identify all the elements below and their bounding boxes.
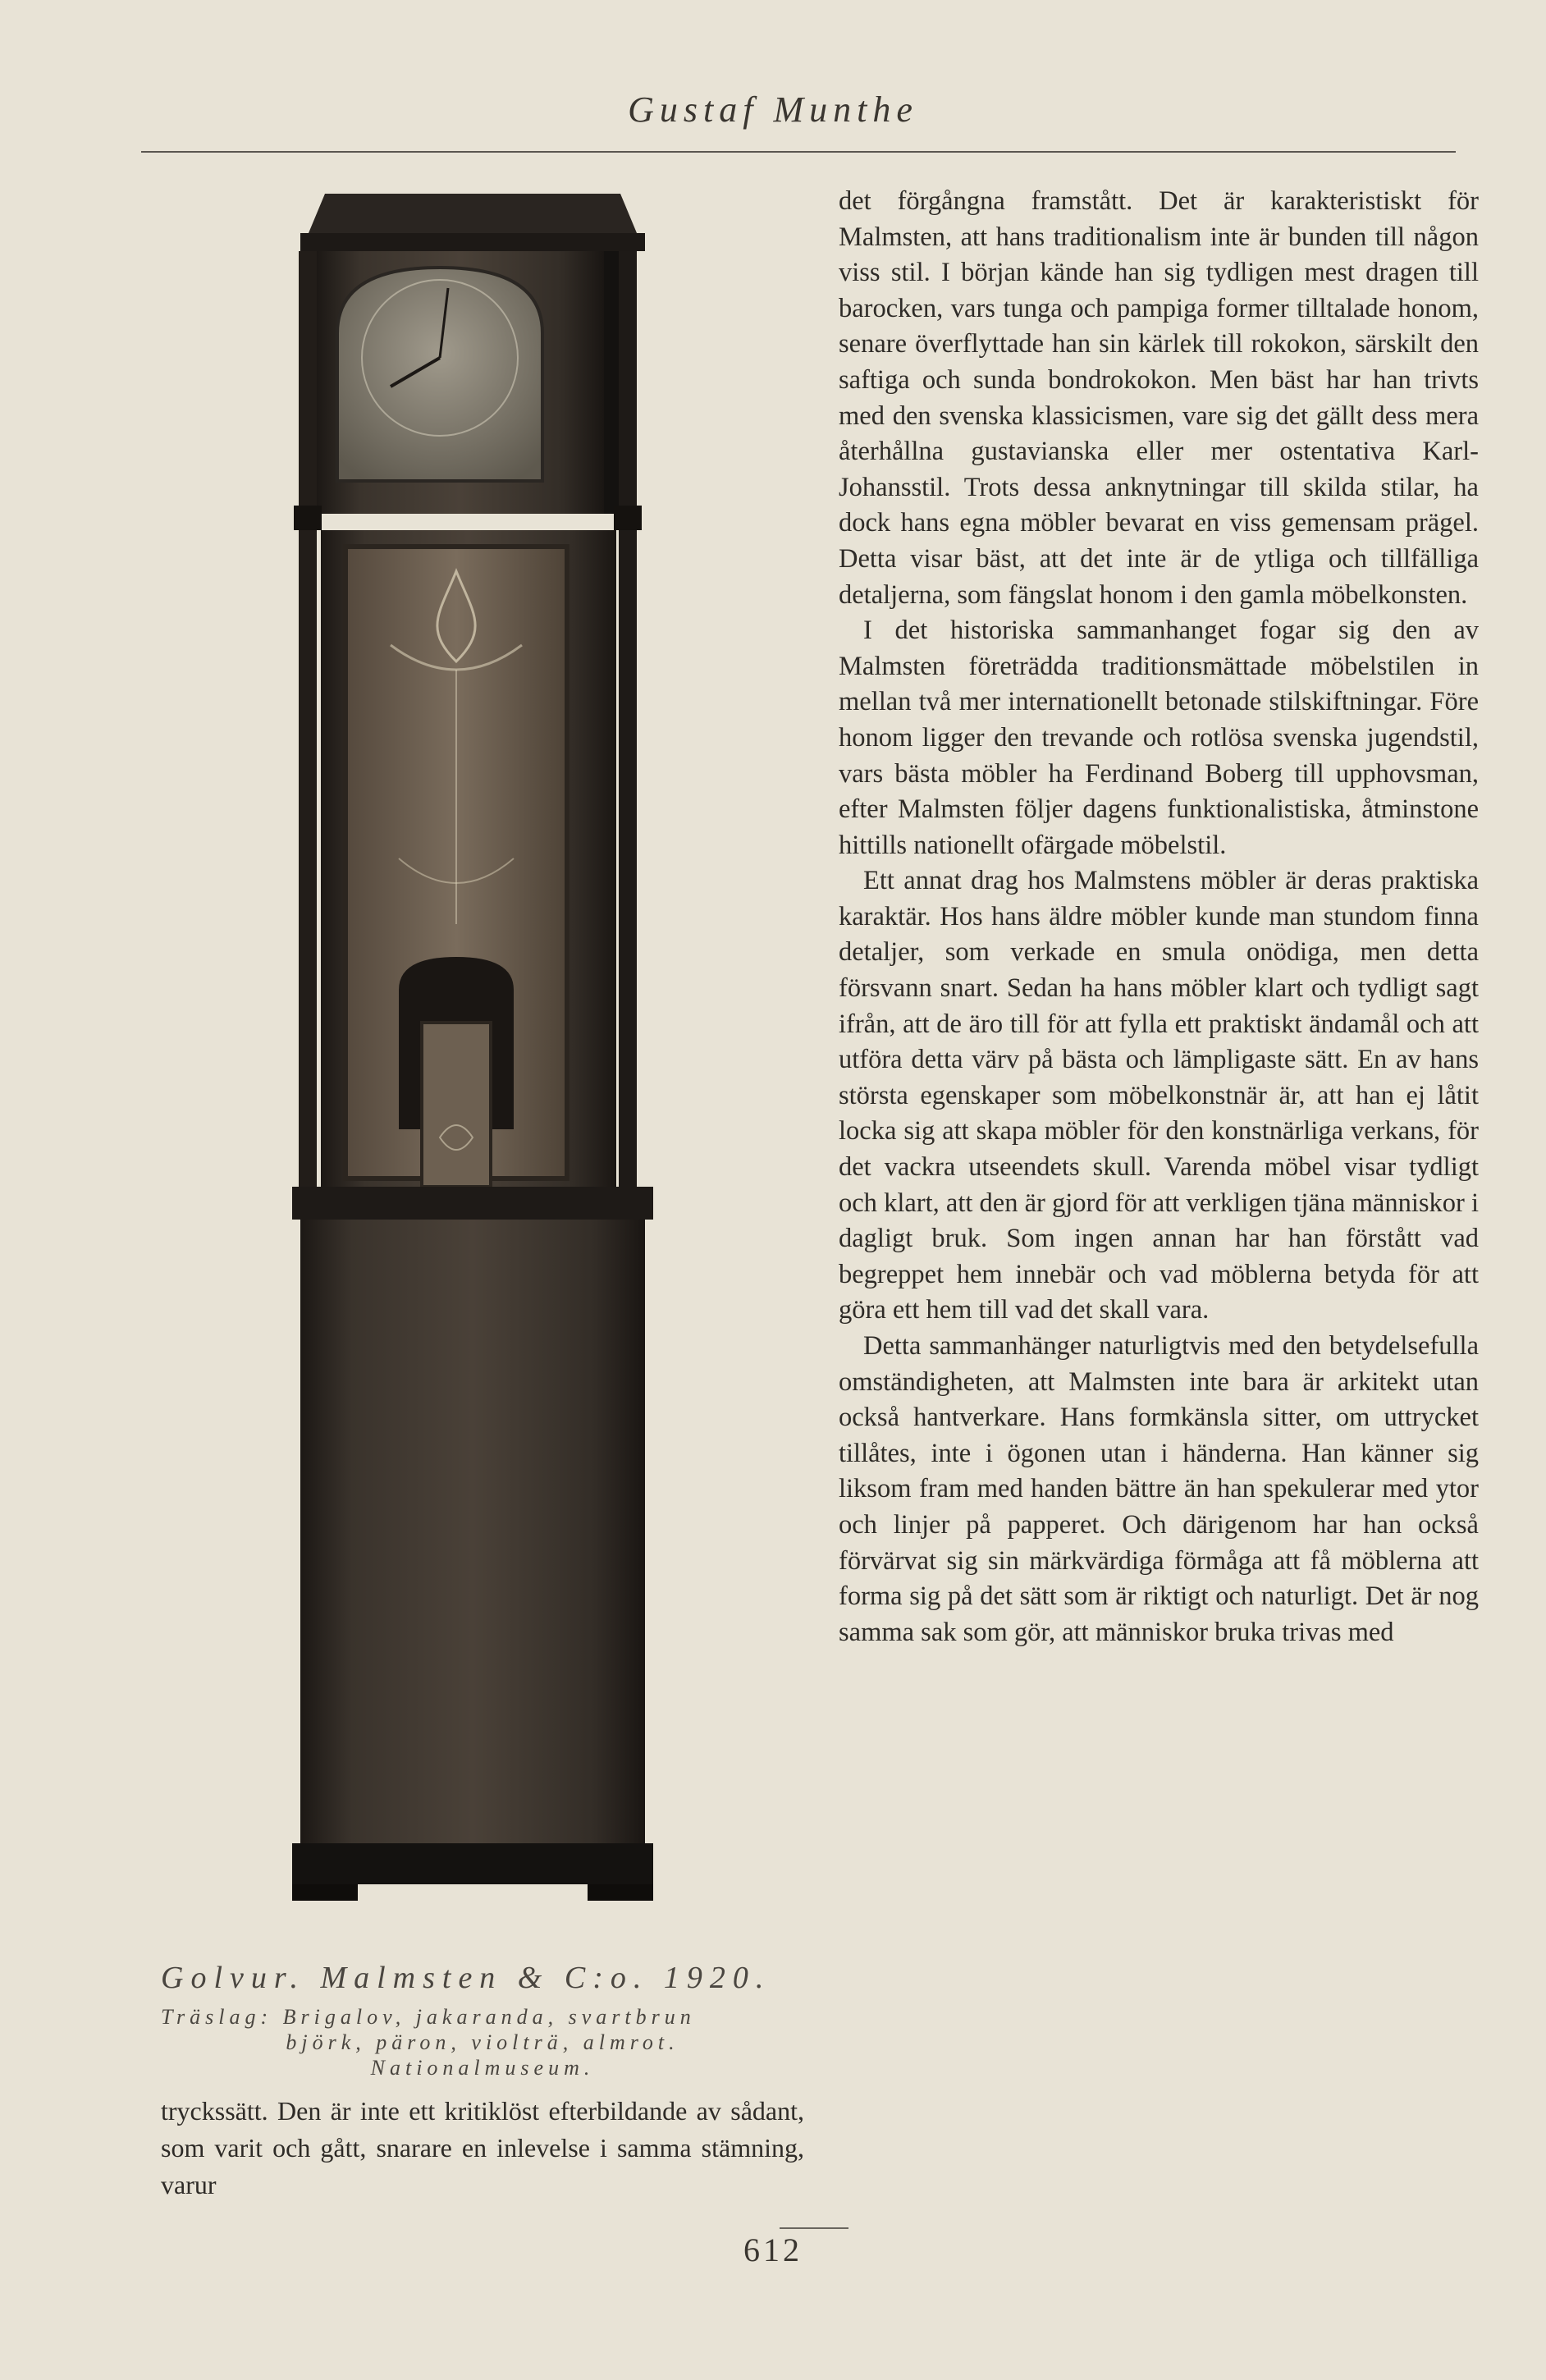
caption-collection: Nationalmuseum. (370, 2056, 595, 2080)
paragraph-4: Detta sammanhänger naturligtvis med den betydelsefulla omständigheten, att Malmsten inte bara är arkitekt utan också hantverkare. Hans formkänsla sitter, om uttrycket tillåtes, inte i ögonen utan i händerna. Han känner sig liksom fram med handen bättre än han spekulerar med ytor och linjer på papperet. Och därigenom har han också förvärvat sig sin märkvärdiga förmåga att få möblerna att forma sig på det sätt som är riktigt och naturligt. Det är nog samma sak som gör, att människor bruka trivas med (839, 1331, 1479, 1647)
paragraph-3: Ett annat drag hos Malmstens möbler är deras praktiska karaktär. Hos hans äldre möbler kunde man stundom finna detaljer, som verkade en smula onödiga, men detta försvann snart. Sedan ha hans möbler klart och tydligt sagt ifrån, att de äro till för att fylla ett praktiskt ändamål och att utföra detta värv på bästa och lämpligaste sätt. En av hans största egenskaper som möbelkonstnär är, att han ej låtit locka sig att skapa möbler för den konstnärliga verkans, för det vackra utseendets skull. Varenda möbel visar tydligt och klart, att den är gjord för att verkligen tjäna människor i dagligt bruk. Som ingen annan har han förstått vad begreppet hem innebär och vad möblerna betyda för att göra ett hem till vad det skall vara. (839, 866, 1479, 1325)
clock-image (276, 185, 670, 1901)
page-number: 612 (743, 2231, 803, 2268)
page-number-rule (780, 2227, 848, 2229)
right-column (839, 184, 1479, 1650)
caption-materials-line-2: björk, päron, violträ, almrot. (286, 2030, 679, 2054)
caption-materials-line-1: Träslag: Brigalov, jakaranda, svartbrun (161, 2005, 696, 2029)
running-header: Gustaf Munthe (628, 89, 918, 130)
paragraph-1: det förgångna framstått. Det är karakteristiskt för Malmsten, att hans traditionalism inte är bunden till någon viss stil. I början kände han sig tydligen mest dragen till barocken, vars tunga och pampiga former tilltalade honom, senare överflyttade han sin kärlek till rokokon, särskilt den saftiga och sunda bondrokokon. Men bäst har han trivts med den svenska klassicismen, vare sig det gällt dess mera återhållna gustavianska eller mer ostentativa Karl-Johansstil. Trots dessa anknytningar till skilda stilar, ha dock hans egna möbler bevarat en viss gemensam prägel. Detta visar bäst, att det inte är de ytliga och tillfälliga detaljerna, som fängslat honom i den gamla möbelkonsten. (839, 186, 1479, 610)
header-rule (141, 151, 1456, 153)
left-column-text: tryckssätt. Den är inte ett kritiklöst efterbildande av sådant, som varit och gått, snarare en inlevelse i samma stämning, varur (161, 2096, 804, 2199)
caption-title: Golvur. Malmsten & C:o. 1920. (161, 1961, 771, 1995)
clock-photograph (276, 185, 670, 1901)
figure-caption (161, 1960, 804, 2080)
paragraph-2: I det historiska sammanhanget fogar sig den av Malmsten företrädda traditionsmättade möbelstilen in mellan två mer internationellt betonade stilskiftningar. Före honom ligger den trevande och rotlösa svenska jugendstil, vars bästa möbler ha Ferdinand Boberg till upphovsman, efter Malmsten följer dagens funktionalistiska, åtminstone hittills nationellt ofärgade möbelstil. (839, 616, 1479, 860)
